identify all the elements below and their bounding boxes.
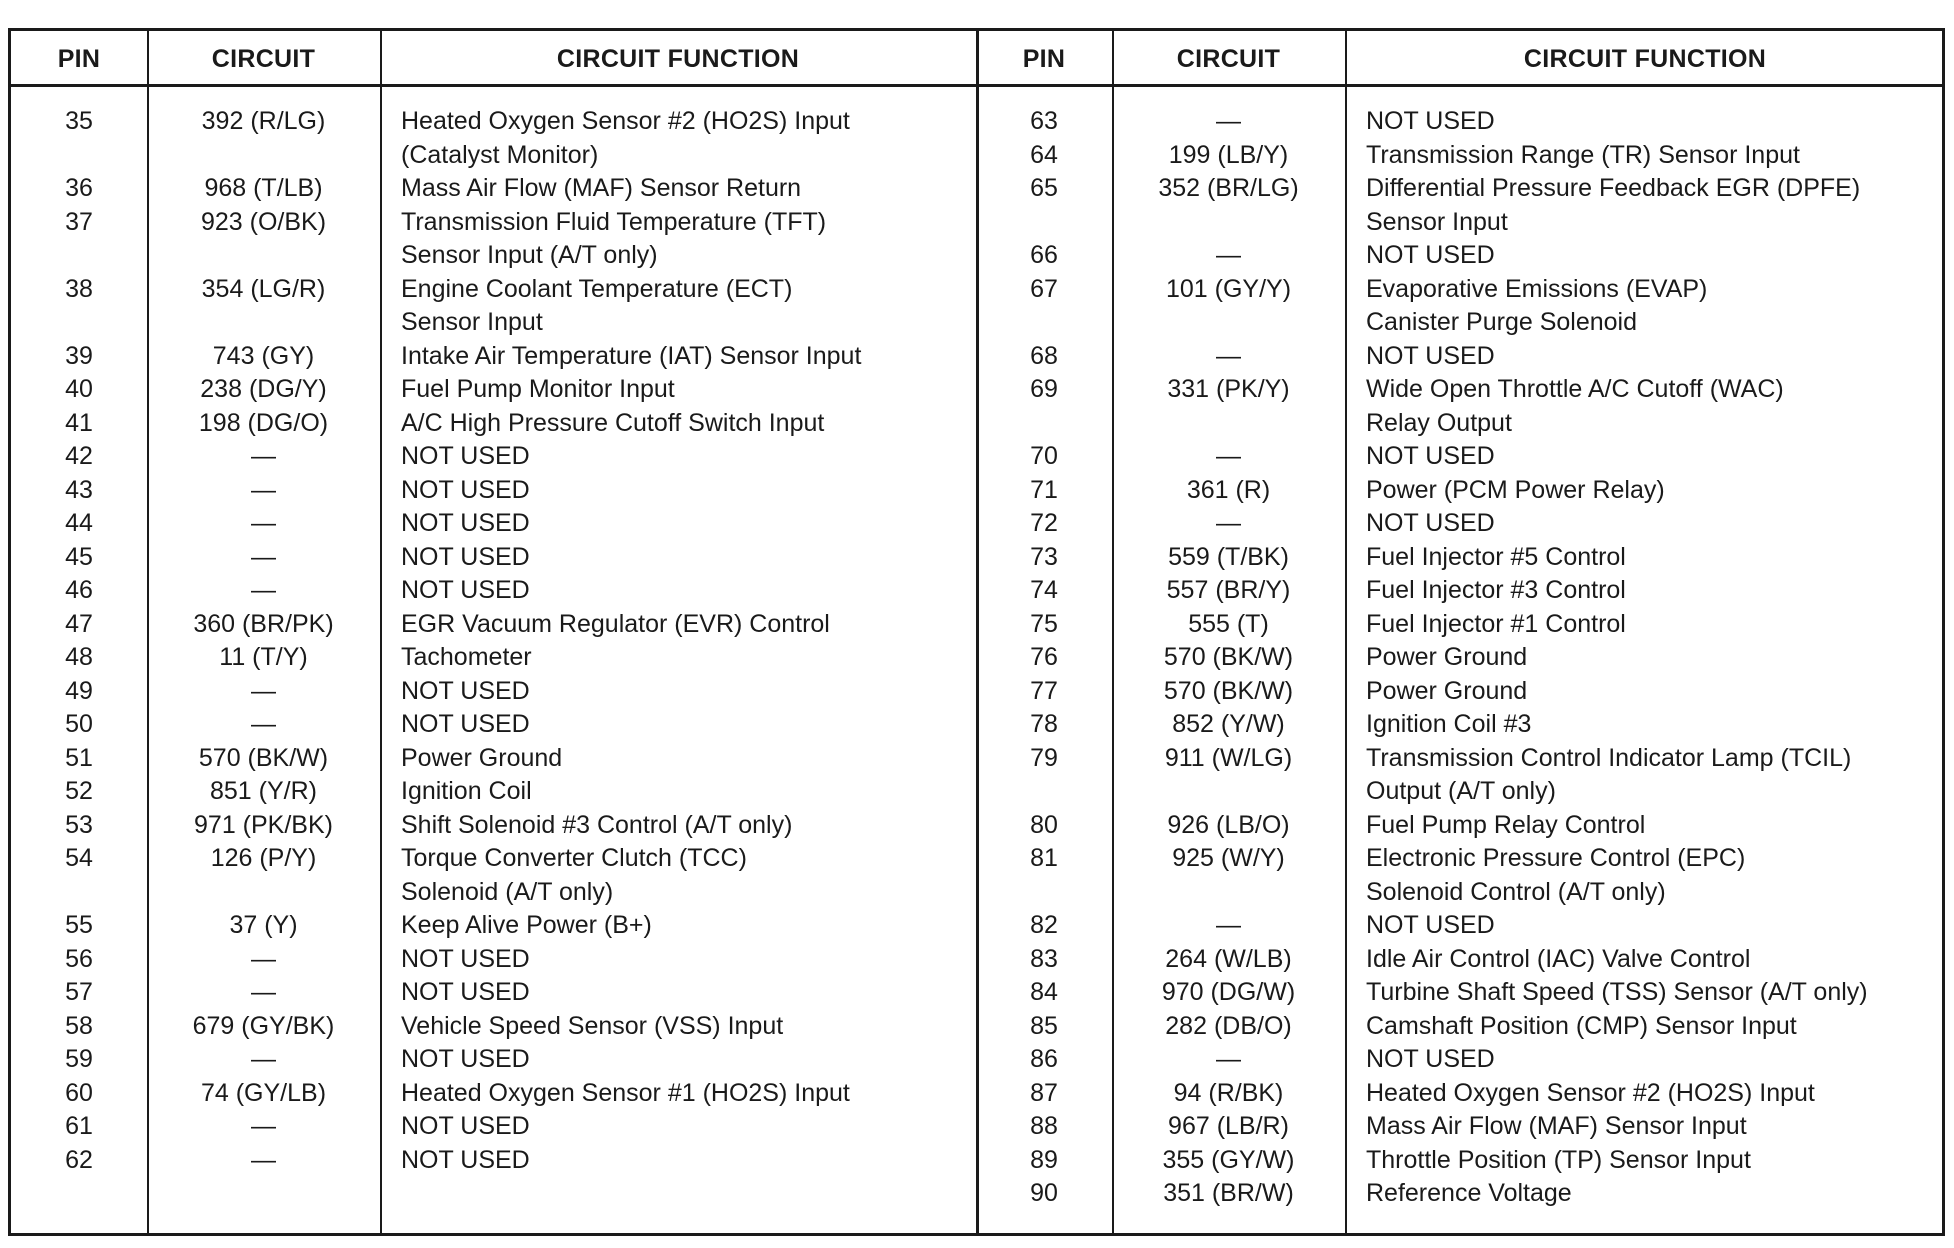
circuit-cell: —: [251, 978, 276, 1006]
circuit-cell: 282 (DB/O): [1165, 1011, 1292, 1040]
function-cell: NOT USED: [401, 1045, 530, 1073]
function-cell: Fuel Pump Relay Control: [1366, 810, 1646, 839]
circuit-cell: 911 (W/LG): [1164, 743, 1293, 772]
circuit-cell: 557 (BR/Y): [1166, 576, 1291, 604]
header-pin-right: PIN: [1022, 45, 1066, 73]
circuit-cell: 331 (PK/Y): [1167, 375, 1290, 403]
pin-cell: 80: [1030, 810, 1058, 839]
table-row: [11, 943, 976, 977]
pin-cell: 73: [1030, 542, 1058, 571]
header-function-right: CIRCUIT FUNCTION: [1523, 45, 1767, 73]
pin-cell: 52: [65, 777, 93, 805]
pin-cell: 55: [65, 911, 93, 939]
circuit-cell: 101 (GY/Y): [1165, 274, 1292, 303]
circuit-cell: —: [251, 1045, 276, 1073]
table-row: [11, 541, 976, 575]
table-row: [11, 306, 976, 340]
table-row: [976, 105, 1945, 139]
table-row: [976, 507, 1945, 541]
circuit-cell: —: [251, 676, 276, 705]
function-cell: Mass Air Flow (MAF) Sensor Input: [1366, 1112, 1747, 1140]
circuit-cell: —: [1216, 442, 1241, 470]
table-row: [976, 708, 1945, 742]
function-cell: EGR Vacuum Regulator (EVR) Control: [401, 609, 830, 638]
function-cell: NOT USED: [1366, 241, 1495, 269]
table-row: [11, 842, 976, 876]
pin-cell: 69: [1030, 375, 1058, 403]
function-cell: NOT USED: [1366, 341, 1495, 370]
pin-cell: 57: [65, 978, 93, 1006]
table-row: [976, 407, 1945, 441]
circuit-cell: —: [251, 1112, 276, 1140]
circuit-cell: —: [251, 1145, 276, 1174]
table-row: [976, 876, 1945, 910]
pin-cell: 72: [1030, 509, 1058, 537]
circuit-cell: 679 (GY/BK): [192, 1011, 335, 1040]
table-row: [976, 273, 1945, 307]
function-cell: Throttle Position (TP) Sensor Input: [1366, 1145, 1751, 1174]
function-cell: NOT USED: [401, 509, 530, 537]
pin-cell: 85: [1030, 1011, 1058, 1040]
function-cell: Mass Air Flow (MAF) Sensor Return: [401, 174, 802, 202]
pin-cell: 86: [1030, 1045, 1058, 1073]
left-rows: [11, 105, 976, 1177]
function-cell: NOT USED: [401, 475, 530, 504]
function-cell: NOT USED: [401, 576, 530, 604]
pin-cell: 47: [65, 609, 93, 638]
pin-table: [8, 28, 1945, 1236]
circuit-cell: —: [1216, 911, 1241, 939]
table-row: [11, 507, 976, 541]
function-cell: NOT USED: [401, 710, 530, 738]
function-cell: Vehicle Speed Sensor (VSS) Input: [401, 1011, 784, 1040]
pin-cell: 40: [65, 375, 93, 403]
pin-cell: 90: [1030, 1179, 1058, 1207]
circuit-cell: —: [251, 475, 276, 504]
pin-cell: 43: [65, 475, 93, 504]
circuit-cell: —: [251, 944, 276, 973]
function-cell: Wide Open Throttle A/C Cutoff (WAC): [1366, 375, 1784, 403]
table-row: [976, 943, 1945, 977]
pin-cell: 67: [1030, 274, 1058, 303]
table-row: [976, 641, 1945, 675]
pin-cell: 71: [1030, 475, 1058, 504]
table-row: [11, 474, 976, 508]
function-cell: Solenoid Control (A/T only): [1366, 877, 1666, 906]
circuit-cell: 360 (BR/PK): [193, 609, 334, 638]
table-row: [976, 172, 1945, 206]
function-cell: Canister Purge Solenoid: [1366, 308, 1637, 336]
circuit-cell: 37 (Y): [229, 911, 298, 939]
circuit-cell: 199 (LB/Y): [1168, 140, 1289, 169]
table-row: [976, 139, 1945, 173]
function-cell: Power (PCM Power Relay): [1366, 475, 1665, 504]
function-cell: Transmission Fluid Temperature (TFT): [401, 207, 827, 236]
table-row: [11, 574, 976, 608]
table-row: [11, 742, 976, 776]
function-cell: Heated Oxygen Sensor #2 (HO2S) Input: [401, 107, 850, 135]
pin-cell: 87: [1030, 1078, 1058, 1107]
circuit-cell: —: [251, 710, 276, 738]
function-cell: Fuel Injector #5 Control: [1366, 542, 1626, 571]
table-row: [11, 1144, 976, 1178]
pin-cell: 64: [1030, 140, 1058, 169]
table-row: [976, 306, 1945, 340]
circuit-cell: 851 (Y/R): [210, 777, 317, 805]
table-row: [976, 574, 1945, 608]
function-cell: NOT USED: [401, 442, 530, 470]
pin-cell: 61: [65, 1112, 93, 1140]
table-row: [976, 340, 1945, 374]
circuit-cell: 559 (T/BK): [1168, 542, 1289, 571]
table-row: [11, 641, 976, 675]
table-row: [976, 1043, 1945, 1077]
circuit-cell: —: [1216, 1045, 1241, 1073]
table-row: [11, 172, 976, 206]
table-row: [11, 1010, 976, 1044]
circuit-cell: 361 (R): [1186, 475, 1271, 504]
circuit-cell: —: [1216, 107, 1241, 135]
circuit-cell: 570 (BK/W): [1163, 643, 1294, 671]
function-cell: NOT USED: [1366, 509, 1495, 537]
pin-cell: 37: [65, 207, 93, 236]
pin-cell: 68: [1030, 341, 1058, 370]
function-cell: Keep Alive Power (B+): [401, 911, 652, 939]
pin-cell: 78: [1030, 710, 1058, 738]
table-row: [11, 909, 976, 943]
circuit-cell: 743 (GY): [212, 341, 315, 370]
circuit-cell: —: [1216, 341, 1241, 370]
pin-cell: 84: [1030, 978, 1058, 1006]
pin-cell: 62: [65, 1145, 93, 1174]
pin-cell: 65: [1030, 174, 1058, 202]
pin-cell: 49: [65, 676, 93, 705]
circuit-cell: 926 (LB/O): [1167, 810, 1290, 839]
function-cell: NOT USED: [401, 944, 530, 973]
pin-cell: 76: [1030, 643, 1058, 671]
table-row: [11, 105, 976, 139]
circuit-cell: 970 (DG/W): [1161, 978, 1296, 1006]
function-cell: Power Ground: [1366, 676, 1528, 705]
table-row: [976, 1110, 1945, 1144]
function-cell: Evaporative Emissions (EVAP): [1366, 274, 1708, 303]
pin-cell: 59: [65, 1045, 93, 1073]
table-row: [976, 809, 1945, 843]
header-function-left: CIRCUIT FUNCTION: [556, 45, 800, 73]
table-row: [11, 675, 976, 709]
circuit-cell: 923 (O/BK): [200, 207, 327, 236]
pin-cell: 41: [65, 408, 93, 437]
function-cell: NOT USED: [401, 1112, 530, 1140]
function-cell: Idle Air Control (IAC) Valve Control: [1366, 944, 1751, 973]
function-cell: Reference Voltage: [1366, 1179, 1572, 1207]
pin-cell: 88: [1030, 1112, 1058, 1140]
pin-cell: 54: [65, 844, 93, 872]
function-cell: Shift Solenoid #3 Control (A/T only): [401, 810, 793, 839]
table-row: [11, 340, 976, 374]
circuit-cell: 238 (DG/Y): [200, 375, 327, 403]
function-cell: Engine Coolant Temperature (ECT): [401, 274, 793, 303]
circuit-cell: 351 (BR/W): [1163, 1179, 1294, 1207]
function-cell: Fuel Pump Monitor Input: [401, 375, 675, 403]
table-row: [11, 407, 976, 441]
function-cell: NOT USED: [401, 1145, 530, 1174]
pin-cell: 50: [65, 710, 93, 738]
function-cell: Electronic Pressure Control (EPC): [1366, 844, 1746, 872]
pin-cell: 83: [1030, 944, 1058, 973]
table-row: [11, 976, 976, 1010]
table-row: [11, 775, 976, 809]
function-cell: NOT USED: [1366, 1045, 1495, 1073]
table-row: [11, 273, 976, 307]
pin-cell: 60: [65, 1078, 93, 1107]
pin-cell: 70: [1030, 442, 1058, 470]
function-cell: NOT USED: [401, 676, 530, 705]
function-cell: Power Ground: [401, 743, 563, 772]
function-cell: NOT USED: [1366, 442, 1495, 470]
pin-cell: 77: [1030, 676, 1058, 705]
function-cell: Camshaft Position (CMP) Sensor Input: [1366, 1011, 1797, 1040]
table-row: [976, 474, 1945, 508]
circuit-cell: 264 (W/LB): [1165, 944, 1292, 973]
table-row: [976, 440, 1945, 474]
function-cell: Heated Oxygen Sensor #1 (HO2S) Input: [401, 1078, 850, 1107]
table-row: [976, 1010, 1945, 1044]
pin-cell: 45: [65, 542, 93, 571]
table-row: [976, 239, 1945, 273]
circuit-cell: —: [251, 542, 276, 571]
function-cell: Turbine Shaft Speed (TSS) Sensor (A/T only): [1366, 978, 1868, 1006]
table-row: [11, 608, 976, 642]
pin-cell: 36: [65, 174, 93, 202]
table-row: [976, 842, 1945, 876]
function-cell: Sensor Input: [1366, 207, 1508, 236]
pin-cell: 58: [65, 1011, 93, 1040]
header-divider: [11, 84, 1942, 87]
table-row: [976, 742, 1945, 776]
function-cell: NOT USED: [401, 542, 530, 571]
circuit-cell: 968 (T/LB): [204, 174, 323, 202]
function-cell: Transmission Range (TR) Sensor Input: [1366, 140, 1800, 169]
function-cell: Torque Converter Clutch (TCC): [401, 844, 747, 872]
function-cell: Relay Output: [1366, 408, 1512, 437]
circuit-cell: 355 (GY/W): [1162, 1145, 1295, 1174]
circuit-cell: 925 (W/Y): [1172, 844, 1285, 872]
circuit-cell: 74 (GY/LB): [200, 1078, 327, 1107]
table-row: [11, 1077, 976, 1111]
function-cell: Heated Oxygen Sensor #2 (HO2S) Input: [1366, 1078, 1815, 1107]
table-row: [11, 876, 976, 910]
function-cell: NOT USED: [1366, 107, 1495, 135]
circuit-cell: 570 (BK/W): [1163, 676, 1294, 705]
function-cell: NOT USED: [401, 978, 530, 1006]
pin-cell: 35: [65, 107, 93, 135]
circuit-cell: 392 (R/LG): [201, 107, 326, 135]
table-row: [976, 976, 1945, 1010]
function-cell: Solenoid (A/T only): [401, 877, 614, 906]
table-row: [11, 239, 976, 273]
pin-cell: 75: [1030, 609, 1058, 638]
pin-cell: 46: [65, 576, 93, 604]
right-rows: [976, 105, 1945, 1211]
circuit-cell: 94 (R/BK): [1173, 1078, 1284, 1107]
pin-cell: 74: [1030, 576, 1058, 604]
header-circuit-right: CIRCUIT: [1176, 45, 1281, 73]
circuit-cell: 126 (P/Y): [210, 844, 317, 872]
table-row: [976, 675, 1945, 709]
function-cell: Sensor Input: [401, 308, 543, 336]
table-row: [976, 1077, 1945, 1111]
function-cell: Sensor Input (A/T only): [401, 241, 658, 269]
table-row: [976, 1144, 1945, 1178]
function-cell: Transmission Control Indicator Lamp (TCIL): [1366, 743, 1852, 772]
circuit-cell: 967 (LB/R): [1168, 1112, 1289, 1140]
pin-cell: 82: [1030, 911, 1058, 939]
circuit-cell: —: [1216, 241, 1241, 269]
table-row: [11, 1043, 976, 1077]
circuit-cell: —: [251, 576, 276, 604]
pin-cell: 56: [65, 944, 93, 973]
table-row: [976, 541, 1945, 575]
table-row: [11, 206, 976, 240]
table-row: [11, 139, 976, 173]
table-row: [11, 440, 976, 474]
function-cell: Fuel Injector #3 Control: [1366, 576, 1626, 604]
pin-cell: 53: [65, 810, 93, 839]
function-cell: Power Ground: [1366, 643, 1528, 671]
pin-cell: 44: [65, 509, 93, 537]
function-cell: Output (A/T only): [1366, 777, 1556, 805]
table-row: [976, 775, 1945, 809]
pin-cell: 38: [65, 274, 93, 303]
circuit-cell: 555 (T): [1188, 609, 1269, 638]
circuit-cell: —: [1216, 509, 1241, 537]
pin-cell: 89: [1030, 1145, 1058, 1174]
function-cell: A/C High Pressure Cutoff Switch Input: [401, 408, 825, 437]
function-cell: Ignition Coil #3: [1366, 710, 1532, 738]
pin-cell: 39: [65, 341, 93, 370]
pin-cell: 48: [65, 643, 93, 671]
pin-cell: 51: [65, 743, 93, 772]
table-row: [976, 1177, 1945, 1211]
pin-cell: 81: [1030, 844, 1058, 872]
function-cell: Intake Air Temperature (IAT) Sensor Input: [401, 341, 862, 370]
circuit-cell: 198 (DG/O): [198, 408, 329, 437]
pin-cell: 66: [1030, 241, 1058, 269]
pin-cell: 63: [1030, 107, 1058, 135]
header-pin-left: PIN: [57, 45, 101, 73]
circuit-cell: —: [251, 509, 276, 537]
circuit-cell: —: [251, 442, 276, 470]
function-cell: Fuel Injector #1 Control: [1366, 609, 1626, 638]
function-cell: (Catalyst Monitor): [401, 140, 599, 169]
function-cell: Differential Pressure Feedback EGR (DPFE): [1366, 174, 1861, 202]
function-cell: Ignition Coil: [401, 777, 532, 805]
table-row: [976, 608, 1945, 642]
table-row: [11, 1110, 976, 1144]
pin-cell: 79: [1030, 743, 1058, 772]
function-cell: Tachometer: [401, 643, 532, 671]
table-row: [11, 708, 976, 742]
circuit-cell: 971 (PK/BK): [194, 810, 333, 839]
circuit-cell: 852 (Y/W): [1172, 710, 1285, 738]
table-row: [976, 206, 1945, 240]
header-circuit-left: CIRCUIT: [211, 45, 316, 73]
table-row: [11, 809, 976, 843]
table-row: [976, 373, 1945, 407]
table-row: [976, 909, 1945, 943]
circuit-cell: 354 (LG/R): [201, 274, 326, 303]
table-row: [11, 373, 976, 407]
pin-cell: 42: [65, 442, 93, 470]
circuit-cell: 352 (BR/LG): [1158, 174, 1299, 202]
circuit-cell: 570 (BK/W): [198, 743, 329, 772]
function-cell: NOT USED: [1366, 911, 1495, 939]
circuit-cell: 11 (T/Y): [219, 643, 308, 671]
